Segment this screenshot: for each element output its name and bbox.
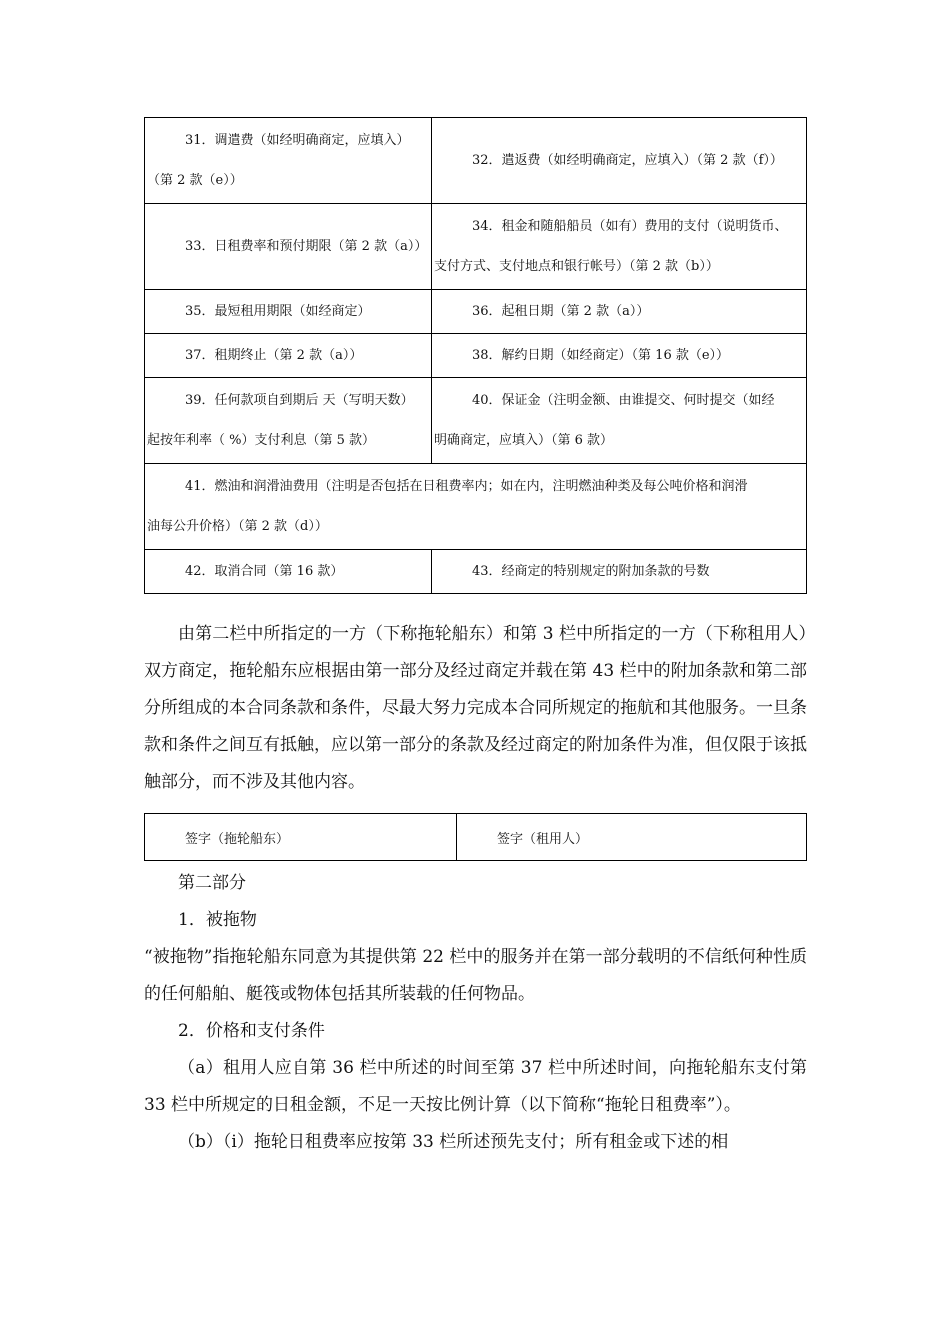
table-row <box>145 464 807 550</box>
box-34: 34．租金和随船船员（如有）费用的支付（说明货币、 支付方式、支付地点和银行帐号）（第 2 款（b）） <box>432 204 807 290</box>
part-two-title: 第二部分 <box>178 873 246 893</box>
box-43: 43．经商定的特别规定的附加条款的号数 <box>432 550 807 594</box>
signature-hirer: 签字（租用人） <box>457 814 807 861</box>
table-row <box>145 204 807 290</box>
box-37: 37．租期终止（第 2 款（a）） <box>145 334 432 378</box>
contract-boxes-table <box>144 117 807 594</box>
table-row <box>145 814 807 861</box>
intro-paragraph: 由第二栏中所指定的一方（下称拖轮船东）和第 3 栏中所指定的一方（下称租用人）双方商定，拖轮船东应根据由第一部分及经过商定并载在第 43 栏中的附加条款和第二部分所组成的本合同条款和条件，尽最大努力完成本合同所规定的拖航和其他服务。一旦条款和条件之间互有抵触，应以第一部分的条款及经过商定的附加条件为准，但仅限于该抵触部分，而不涉及其他内容。 <box>144 624 807 792</box>
box-42: 42．取消合同（第 16 款） <box>145 550 432 594</box>
box-39: 39．任何款项自到期后 天（写明天数） 起按年利率（ %）支付利息（第 5 款） <box>145 378 432 464</box>
box-33: 33．日租费率和预付期限（第 2 款（a）） <box>145 204 432 290</box>
box-38: 38．解约日期（如经商定）（第 16 款（e）） <box>432 334 807 378</box>
section-2-b: （b）（i）拖轮日租费率应按第 33 栏所述预先支付；所有租金或下述的相 <box>178 1132 729 1152</box>
section-2-heading: 2．价格和支付条件 <box>178 1021 325 1041</box>
table-row <box>145 378 807 464</box>
box-32: 32．遣返费（如经明确商定，应填入）（第 2 款（f）） <box>432 118 807 204</box>
table-row <box>145 118 807 204</box>
section-1-heading: 1．被拖物 <box>178 910 257 930</box>
box-41: 41．燃油和润滑油费用（注明是否包括在日租费率内；如在内，注明燃油种类及每公吨价格和润滑 油每公升价格）（第 2 款（d）） <box>145 464 807 550</box>
box-35: 35．最短租用期限（如经商定） <box>145 290 432 334</box>
box-36: 36．起租日期（第 2 款（a）） <box>432 290 807 334</box>
document-page <box>144 117 807 1161</box>
signature-table <box>144 813 807 861</box>
signature-owner: 签字（拖轮船东） <box>145 814 457 861</box>
box-31: 31．调遣费（如经明确商定，应填入） （第 2 款（e）） <box>145 118 432 204</box>
section-1-text: “被拖物”指拖轮船东同意为其提供第 22 栏中的服务并在第一部分载明的不信纸何种性质的任何船舶、艇筏或物体包括其所装载的任何物品。 <box>144 947 807 1004</box>
table-row <box>145 550 807 594</box>
section-2-a: （a）租用人应自第 36 栏中所述的时间至第 37 栏中所述时间，向拖轮船东支付第 33 栏中所规定的日租金额，不足一天按比例计算（以下简称“拖轮日租费率”）。 <box>144 1058 807 1115</box>
table-row <box>145 290 807 334</box>
table-row <box>145 334 807 378</box>
box-40: 40．保证金（注明金额、由谁提交、何时提交（如经 明确商定，应填入）（第 6 款） <box>432 378 807 464</box>
